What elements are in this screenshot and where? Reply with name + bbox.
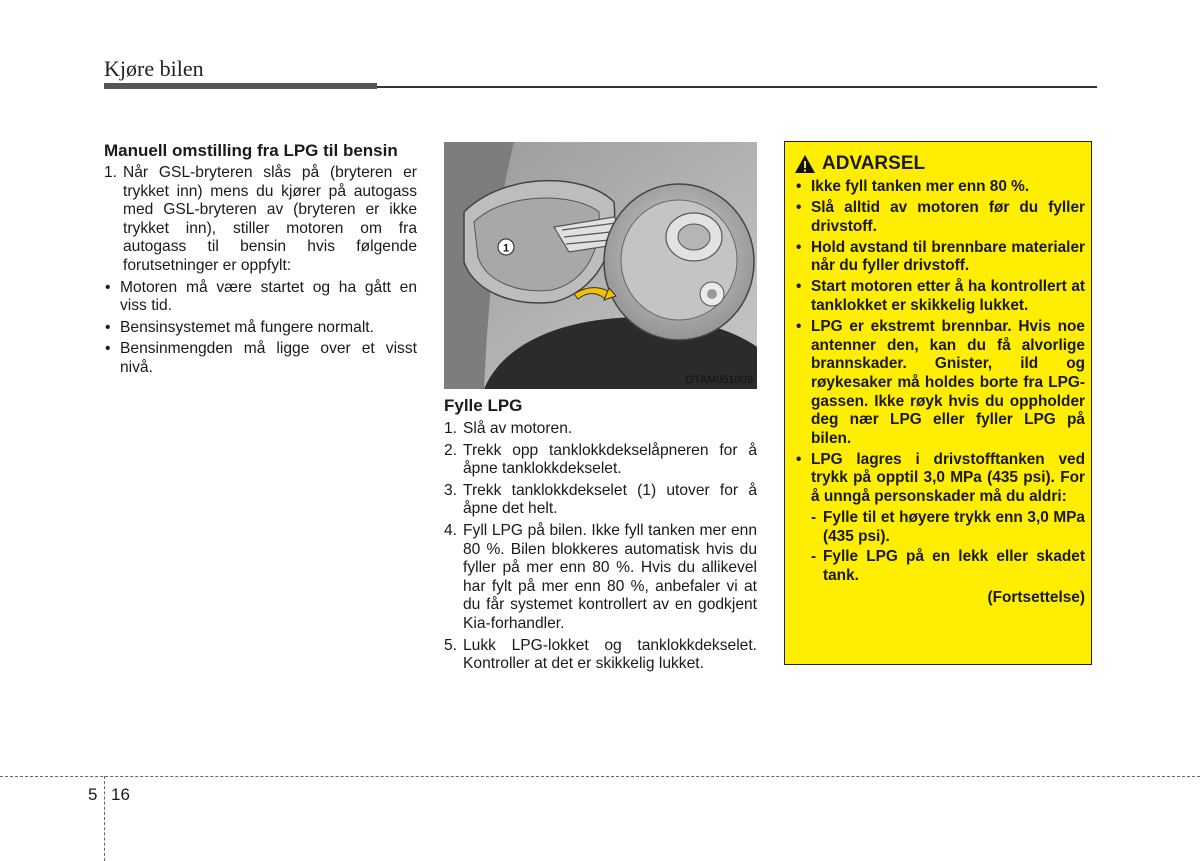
callout-number: 1 [502, 242, 510, 255]
step-item [444, 420, 757, 439]
step-text: Trekk opp tanklokkdekselåpneren for å åpne tanklokkdekselet. [463, 441, 757, 478]
continued-label: (Fortsettelse) [987, 589, 1085, 607]
fuel-door-photo [444, 142, 757, 389]
step-item [104, 164, 417, 276]
warning-item: • Hold avstand til brennbare materialer når du fyller drivstoff. [794, 239, 1085, 276]
step-item [444, 522, 757, 634]
warning-sublist [794, 509, 1085, 585]
step-number: 1. [444, 420, 458, 437]
step-number: 2. [444, 441, 458, 459]
fuel-door-illustration [444, 142, 757, 389]
warning-item: • LPG lagres i drivstofftanken ved trykk på opptil 3,0 MPa (435 psi). For å unngå personskader må du aldri: [794, 451, 1085, 507]
condition-list [104, 279, 417, 378]
chapter-number: 5 [88, 785, 98, 804]
warning-subitem: - Fylle til et høyere trykk enn 3,0 MPa (435 psi). [811, 509, 1085, 545]
fill-lpg-steps [444, 420, 757, 674]
step-text: Når GSL-bryteren slås på (bryteren er trykket inn) mens du kjører på autogass med GSL-bryteren av (bryteren er ikke trykket inn), stiller motoren om fra autogass til bensin hvis følgende forutsetninger er oppfylt: [123, 164, 417, 274]
figure-code: OTAM051009 [685, 374, 753, 386]
step-number: 3. [444, 481, 458, 499]
header-rule-thick [104, 83, 377, 89]
warning-triangle-icon [794, 154, 816, 174]
step-number: 5. [444, 636, 458, 654]
section-heading-fill-lpg: Fylle LPG [444, 396, 523, 415]
step-text: Trekk tanklokkdekselet (1) utover for å åpne det helt. [463, 481, 757, 518]
condition-item: • Bensinsystemet må fungere normalt. [104, 319, 417, 338]
condition-item: • Bensinmengden må ligge over et visst nivå. [104, 340, 417, 377]
warning-subitem-text: Fylle til et høyere trykk enn 3,0 MPa (435 psi). [823, 509, 1085, 545]
manual-switch-steps [104, 164, 417, 276]
step-text: Fyll LPG på bilen. Ikke fyll tanken mer enn 80 %. Bilen blokkeres automatisk hvis du fyller på mer enn 80 %. Hvis du allikevel har fylt på mer enn 80 %, anbefaler vi at du får systemet kontrollert av en godkjent Kia-forhandler. [463, 521, 757, 632]
warning-item: • Slå alltid av motoren før du fyller drivstoff. [794, 199, 1085, 236]
warning-item: • Ikke fyll tanken mer enn 80 %. [794, 178, 1085, 197]
step-text: Slå av motoren. [463, 420, 573, 437]
step-item [444, 637, 757, 674]
footer-dashed-divider [104, 776, 105, 861]
step-item [444, 442, 757, 479]
header-rule-thin [377, 86, 1097, 88]
footer-dashed-line [0, 776, 1200, 777]
step-number: 1. [104, 164, 118, 181]
warning-title: ADVARSEL [822, 152, 926, 174]
warning-subitem-text: Fylle LPG på en lekk eller skadet tank. [823, 548, 1085, 584]
step-item [444, 482, 757, 519]
step-text: Lukk LPG-lokket og tanklokkdekselet. Kontroller at det er skikkelig lukket. [463, 636, 757, 673]
warning-item: • Start motoren etter å ha kontrollert at tanklokket er skikkelig lukket. [794, 278, 1085, 315]
step-number: 4. [444, 521, 458, 539]
page-number: 16 [111, 785, 130, 804]
left-column [104, 141, 417, 381]
section-heading-manual-switch: Manuell omstilling fra LPG til bensin [104, 141, 398, 160]
warning-box [784, 141, 1092, 665]
warning-item: • LPG er ekstremt brennbar. Hvis noe antenner den, kan du få alvorlige brannskader. Gnister, ild og røykesaker må holdes borte fra LPG-gassen. Ikke røyk hvis du oppholder deg nær LPG eller fyller LPG på bilen. [794, 318, 1085, 448]
condition-item: • Motoren må være startet og ha gått en viss tid. [104, 279, 417, 316]
warning-list [794, 178, 1085, 507]
page-header-title: Kjøre bilen [104, 56, 204, 81]
warning-subitem: - Fylle LPG på en lekk eller skadet tank. [811, 548, 1085, 584]
middle-column [444, 396, 757, 677]
warning-header [794, 154, 1085, 174]
